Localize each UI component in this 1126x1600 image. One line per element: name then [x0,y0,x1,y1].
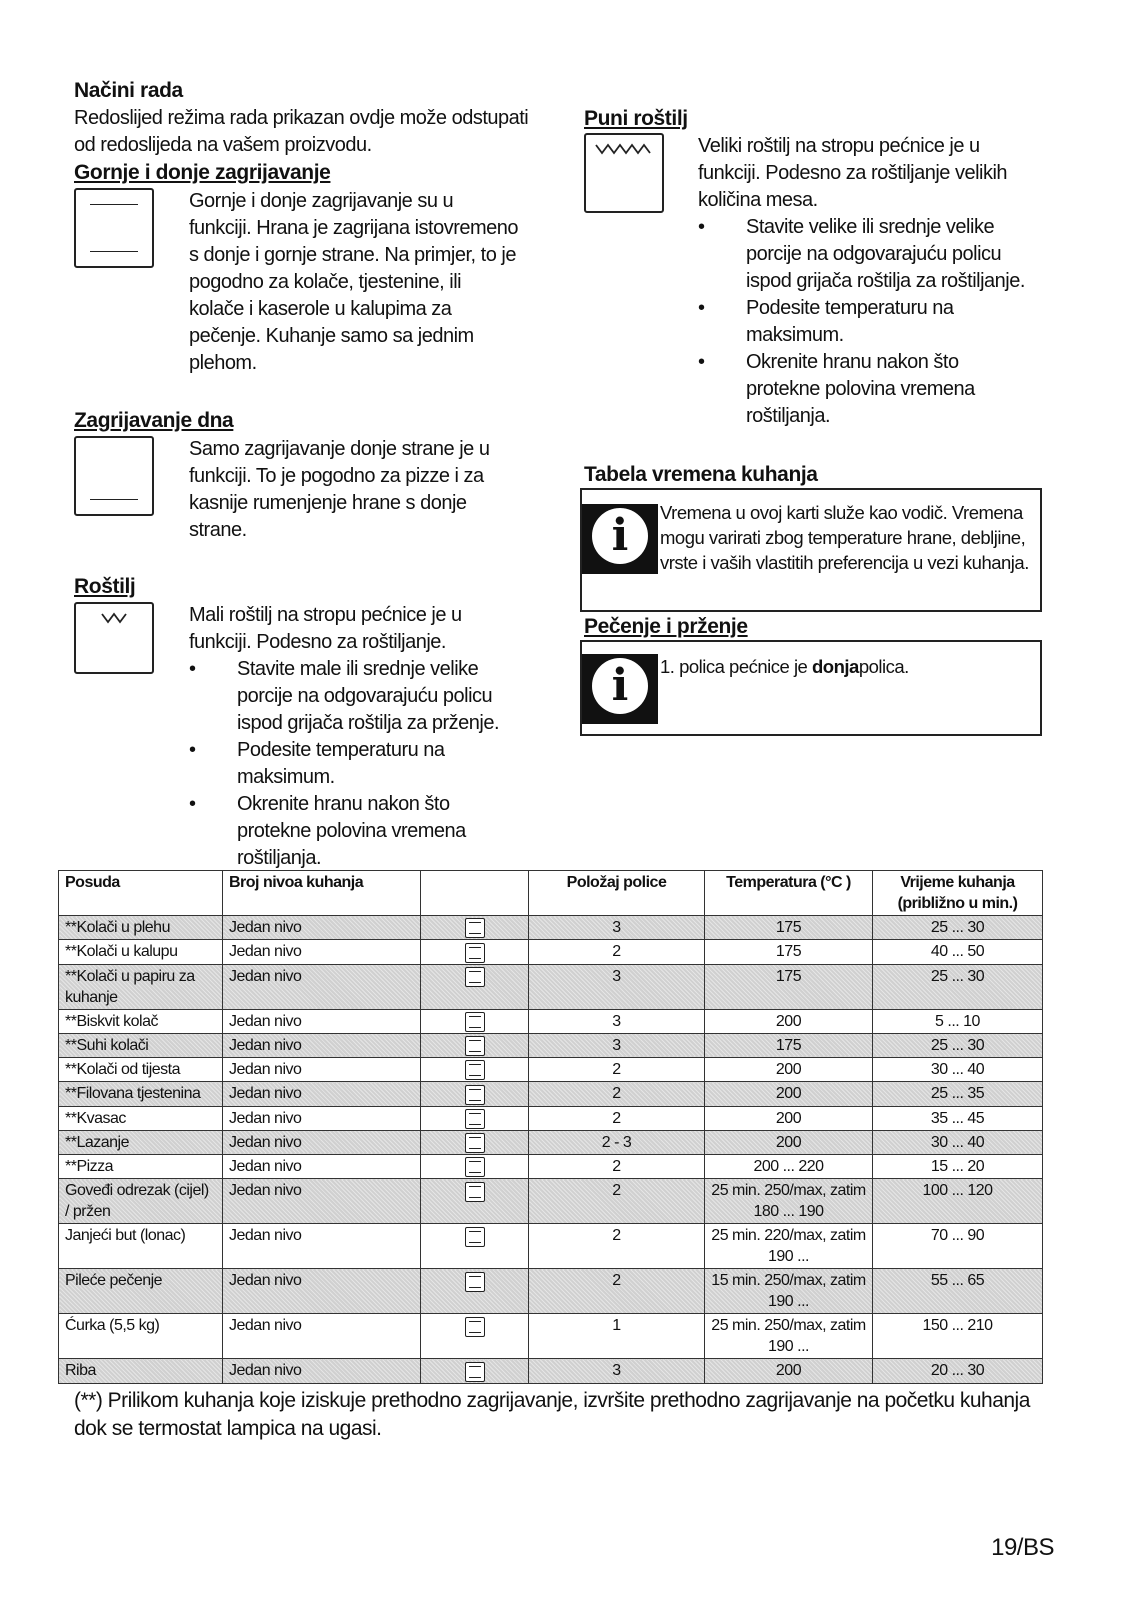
cell-level: Jedan nivo [223,1155,421,1179]
cell-time: 5 ... 10 [873,1009,1043,1033]
cell-shelf: 3 [529,1033,705,1057]
full-grill-icon [584,133,664,213]
cell-mode [421,1224,529,1269]
table-row [59,1179,1043,1224]
cell-mode [421,1155,529,1179]
puni-rostilj-text [698,133,1028,430]
cell-level: Jedan nivo [223,1269,421,1314]
cell-level: Jedan nivo [223,1033,421,1057]
cell-shelf: 3 [529,964,705,1009]
table-row [59,1033,1043,1057]
cell-mode [421,1082,529,1106]
rostilj-bullet-3: • Okrenite hranu nakon što protekne polovina vremena roštiljanja. [189,791,519,872]
cell-mode [421,1179,529,1224]
cell-shelf: 1 [529,1314,705,1359]
cell-mode [421,1033,529,1057]
cell-dish: **Filovana tjestenina [59,1082,223,1106]
puni-rostilj-bullet-3: • Okrenite hranu nakon što protekne polovina vremena roštiljanja. [698,349,1028,430]
rostilj-description: Mali roštilj na stropu pećnice je u funkciji. Podesno za roštiljanje. [189,604,462,653]
cell-time: 150 ... 210 [873,1314,1043,1359]
cell-dish: Riba [59,1359,223,1383]
top-bottom-heat-icon [74,188,154,268]
rostilj-heading: Roštilj [74,575,136,598]
cell-temperature: 200 ... 220 [705,1155,873,1179]
cell-temperature: 175 [705,940,873,964]
pecenje-info-bold: donja [812,656,859,677]
cell-dish: **Biskvit kolač [59,1009,223,1033]
cell-temperature: 175 [705,964,873,1009]
cell-mode [421,1058,529,1082]
cell-mode [421,940,529,964]
table-row [59,1009,1043,1033]
cell-temperature: 200 [705,1082,873,1106]
cell-temperature: 200 [705,1359,873,1383]
top-bottom-heat-icon [465,1317,485,1337]
cell-mode [421,1106,529,1130]
cell-shelf: 2 [529,1155,705,1179]
table-row [59,1058,1043,1082]
cell-temperature: 15 min. 250/max, zatim 190 ... [705,1269,873,1314]
cell-mode [421,1130,529,1154]
header-vrijeme: Vrijeme kuhanja (približno u min.) [873,871,1043,916]
table-row [59,1106,1043,1130]
top-bottom-heat-icon [465,1182,485,1202]
cell-level: Jedan nivo [223,964,421,1009]
top-bottom-heat-icon [465,1085,485,1105]
top-bottom-heat-icon [465,1060,485,1080]
cell-dish: **Lazanje [59,1130,223,1154]
cell-dish: **Kolači od tijesta [59,1058,223,1082]
cell-level: Jedan nivo [223,916,421,940]
top-bottom-heat-icon [465,1272,485,1292]
cell-shelf: 2 [529,1269,705,1314]
cell-dish: **Kvasac [59,1106,223,1130]
info-icon: i [582,504,658,574]
rostilj-text [189,602,519,872]
header-polozaj: Položaj police [529,871,705,916]
top-bottom-heat-icon [465,1227,485,1247]
cell-level: Jedan nivo [223,1314,421,1359]
top-bottom-heat-icon [465,1157,485,1177]
cell-temperature: 200 [705,1009,873,1033]
table-row [59,1130,1043,1154]
cell-time: 30 ... 40 [873,1130,1043,1154]
table-row [59,1224,1043,1269]
cell-dish: **Pizza [59,1155,223,1179]
grill-icon [74,602,154,674]
puni-rostilj-bullet-1: • Stavite velike ili srednje velike porcije na odgovarajuću policu ispod grijača roštilja za roštiljanje. [698,214,1028,295]
table-row [59,1359,1043,1383]
rostilj-bullet-1: • Stavite male ili srednje velike porcije na odgovarajuću policu ispod grijača roštilja za prženje. [189,656,519,737]
cell-mode [421,1314,529,1359]
table-row [59,1155,1043,1179]
cell-level: Jedan nivo [223,1058,421,1082]
cell-mode [421,916,529,940]
table-row [59,1082,1043,1106]
cell-shelf: 2 [529,1082,705,1106]
nacini-rada-heading: Načini rada [74,79,183,102]
cell-time: 15 ... 20 [873,1155,1043,1179]
top-bottom-heat-icon [465,918,485,938]
table-row [59,940,1043,964]
bottom-heat-icon [74,436,154,516]
cell-level: Jedan nivo [223,1106,421,1130]
nacini-rada-text: Redoslijed režima rada prikazan ovdje može odstupati od redoslijeda na vašem proizvodu. [74,107,529,156]
cell-mode [421,1009,529,1033]
top-bottom-heat-icon [465,1133,485,1153]
table-row [59,1269,1043,1314]
cell-shelf: 2 [529,1058,705,1082]
cell-mode [421,964,529,1009]
footnote: (**) Prilikom kuhanja koje iziskuje prethodno zagrijavanje, izvršite prethodno zagrijavanje na početku kuhanja dok se termostat lampica na ugasi. [74,1389,1030,1440]
cell-temperature: 25 min. 220/max, zatim 190 ... [705,1224,873,1269]
cell-level: Jedan nivo [223,1179,421,1224]
cell-time: 25 ... 30 [873,964,1043,1009]
cell-time: 70 ... 90 [873,1224,1043,1269]
page-number: 19/BS [991,1534,1054,1561]
cell-temperature: 200 [705,1130,873,1154]
cell-level: Jedan nivo [223,1224,421,1269]
header-broj-nivoa: Broj nivoa kuhanja [223,871,421,916]
cell-time: 25 ... 35 [873,1082,1043,1106]
cell-temperature: 175 [705,1033,873,1057]
cell-time: 55 ... 65 [873,1269,1043,1314]
table-row [59,916,1043,940]
cell-temperature: 25 min. 250/max, zatim 180 ... 190 [705,1179,873,1224]
puni-rostilj-heading: Puni roštilj [584,107,688,130]
zagrijavanje-dna-heading: Zagrijavanje dna [74,409,234,432]
cell-time: 30 ... 40 [873,1058,1043,1082]
puni-rostilj-bullet-2: • Podesite temperaturu na maksimum. [698,295,1028,349]
cell-level: Jedan nivo [223,1359,421,1383]
cell-level: Jedan nivo [223,1130,421,1154]
cell-time: 20 ... 30 [873,1359,1043,1383]
table-header-row [59,871,1043,916]
cell-temperature: 25 min. 250/max, zatim 190 ... [705,1314,873,1359]
table-body [59,916,1043,1384]
cell-dish: Janjeći but (lonac) [59,1224,223,1269]
cell-time: 40 ... 50 [873,940,1043,964]
cell-shelf: 2 - 3 [529,1130,705,1154]
cell-mode [421,1359,529,1383]
cell-dish: Ćurka (5,5 kg) [59,1314,223,1359]
cell-temperature: 200 [705,1058,873,1082]
cell-shelf: 3 [529,916,705,940]
pecenje-info-box [580,640,1042,736]
table-row [59,964,1043,1009]
cell-dish: **Suhi kolači [59,1033,223,1057]
top-bottom-heat-icon [465,943,485,963]
header-temperatura: Temperatura (°C ) [705,871,873,916]
cell-time: 25 ... 30 [873,1033,1043,1057]
cell-level: Jedan nivo [223,1082,421,1106]
cell-level: Jedan nivo [223,940,421,964]
cell-dish: **Kolači u papiru za kuhanje [59,964,223,1009]
gornje-donje-heading: Gornje i donje zagrijavanje [74,161,331,184]
header-posuda: Posuda [59,871,223,916]
cell-time: 25 ... 30 [873,916,1043,940]
zagrijavanje-dna-text: Samo zagrijavanje donje strane je u funkciji. To je pogodno za pizze i za kasnije rumenjenje hrane s donje strane. [189,438,490,541]
info-icon: i [582,654,658,724]
cell-dish: **Kolači u plehu [59,916,223,940]
cell-dish: Pileće pečenje [59,1269,223,1314]
top-bottom-heat-icon [465,1109,485,1129]
cell-temperature: 200 [705,1106,873,1130]
cell-shelf: 3 [529,1009,705,1033]
cell-dish: **Kolači u kalupu [59,940,223,964]
cell-shelf: 2 [529,940,705,964]
top-bottom-heat-icon [465,1036,485,1056]
rostilj-bullet-2: • Podesite temperaturu na maksimum. [189,737,519,791]
header-mode [421,871,529,916]
cell-time: 35 ... 45 [873,1106,1043,1130]
puni-rostilj-description: Veliki roštilj na stropu pećnice je u funkciji. Podesno za roštiljanje velikih količina mesa. [698,135,1008,211]
cell-shelf: 2 [529,1106,705,1130]
cooking-table [58,870,1043,1384]
tabela-info-box [580,488,1042,612]
cell-shelf: 2 [529,1179,705,1224]
pecenje-heading: Pečenje i prženje [584,615,748,638]
table-row [59,1314,1043,1359]
cell-shelf: 3 [529,1359,705,1383]
cell-shelf: 2 [529,1224,705,1269]
top-bottom-heat-icon [465,967,485,987]
top-bottom-heat-icon [465,1362,485,1382]
tabela-info-text: Vremena u ovoj karti služe kao vodič. Vremena mogu varirati zbog temperature hrane, debljine, vrste i vaših vlastitih preferencija u vezi kuhanja. [660,502,1029,573]
gornje-donje-text: Gornje i donje zagrijavanje su u funkciji. Hrana je zagrijana istovremeno s donje i gornje strane. Na primjer, to je pogodno za kolače, tjestenine, ili kolače i kaserole u kalupima za pečenje. Kuhanje samo sa jednim plehom. [189,190,519,374]
tabela-heading: Tabela vremena kuhanja [584,463,818,486]
cell-level: Jedan nivo [223,1009,421,1033]
cell-temperature: 175 [705,916,873,940]
pecenje-info-text: 1. polica pećnice je donjapolica. [660,656,909,677]
top-bottom-heat-icon [465,1012,485,1032]
cell-time: 100 ... 120 [873,1179,1043,1224]
cell-dish: Goveđi odrezak (cijel) / pržen [59,1179,223,1224]
cell-mode [421,1269,529,1314]
